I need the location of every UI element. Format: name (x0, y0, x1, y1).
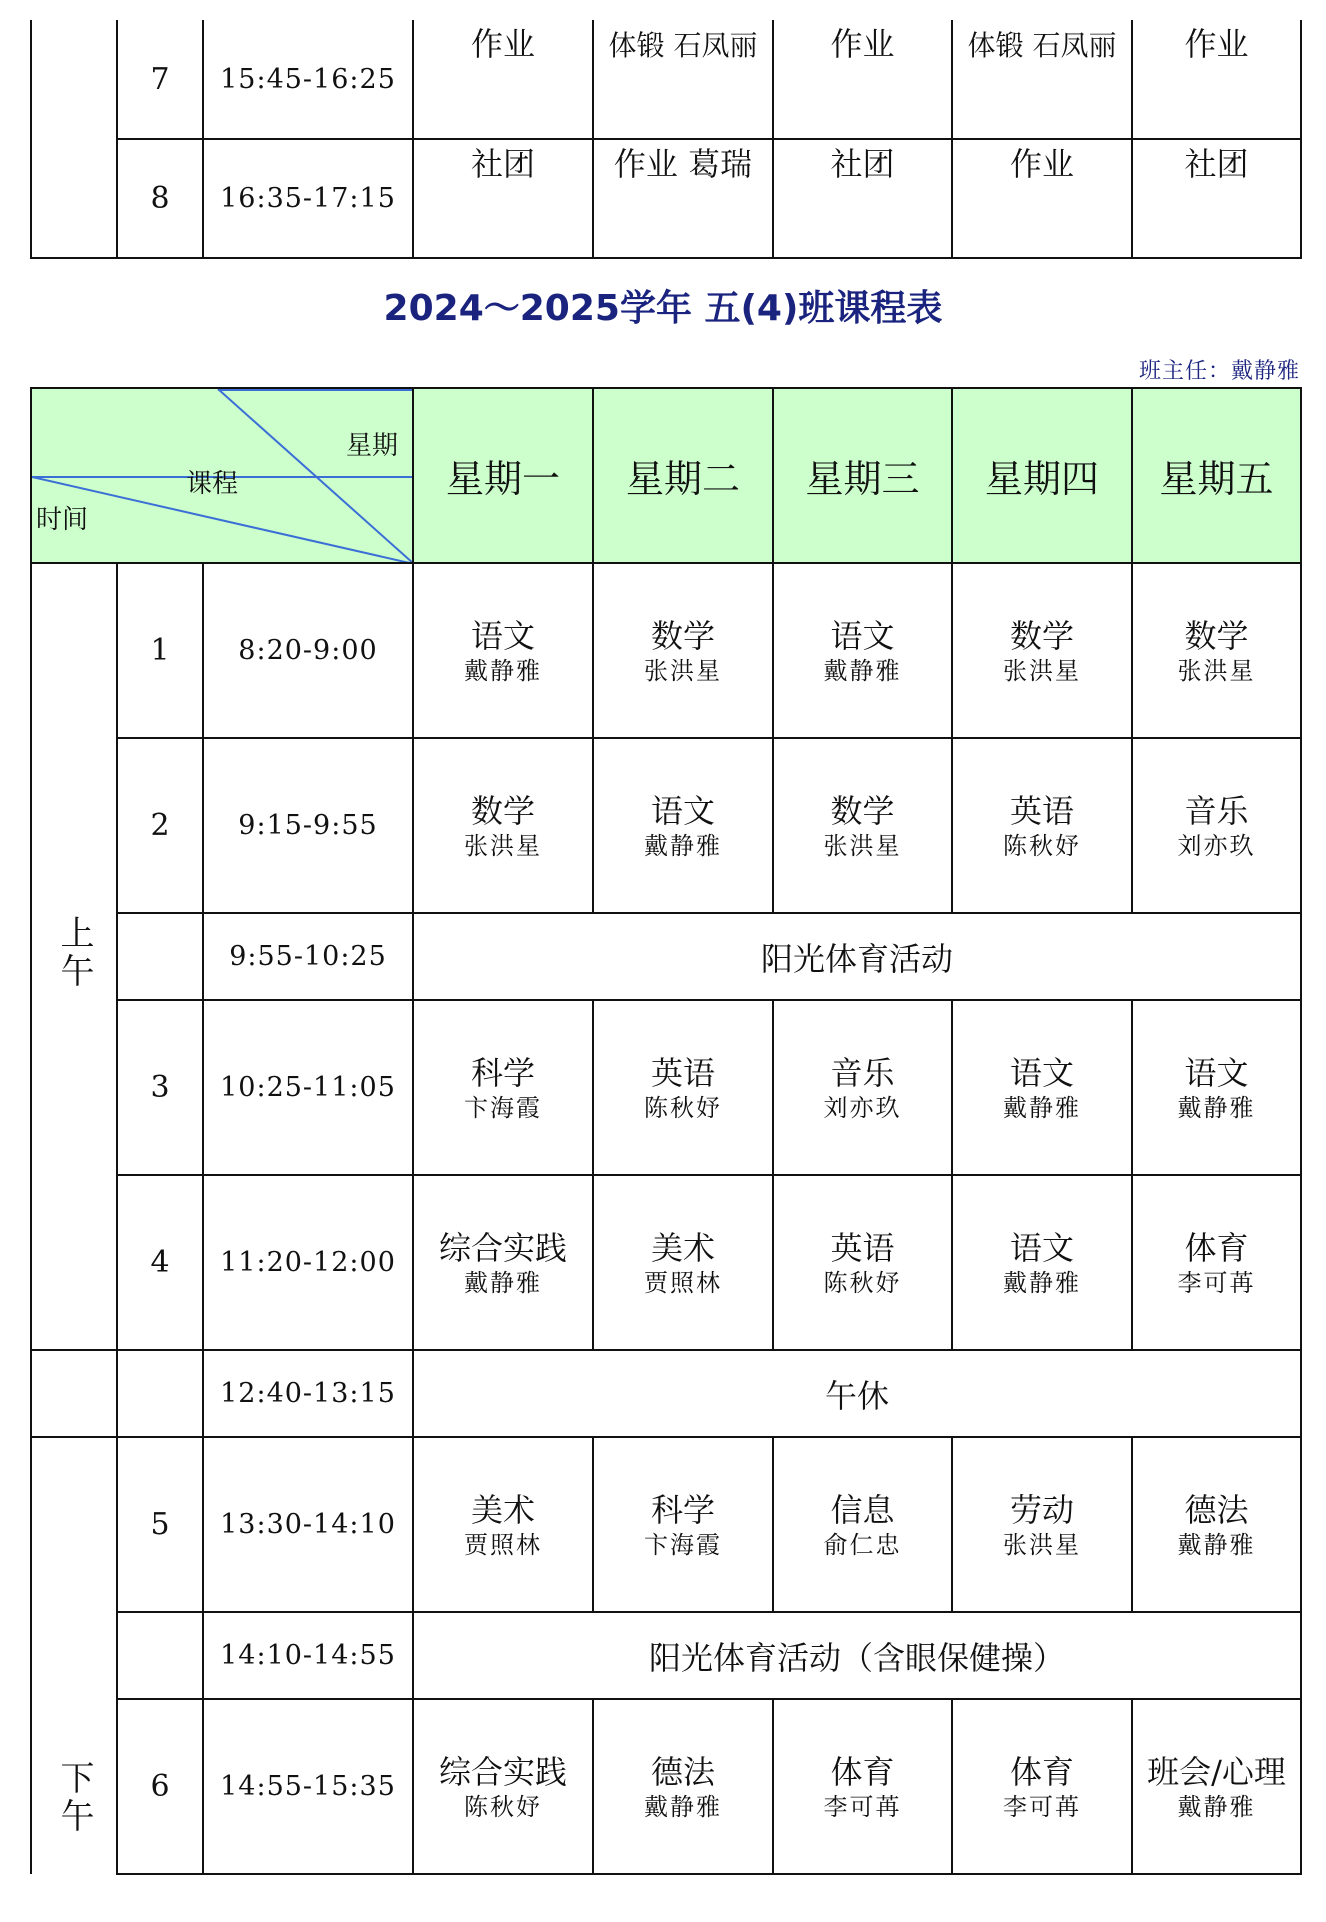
table-row (31, 1699, 1301, 1874)
table-row (31, 1175, 1301, 1350)
subject: 美术 (650, 1228, 715, 1267)
schedule-cell: 作业 (1132, 20, 1301, 139)
period-number (117, 1350, 203, 1437)
table-row (31, 913, 1301, 1000)
subject: 语文 (1184, 1053, 1249, 1092)
teacher: 戴静雅 (464, 656, 542, 685)
table-row (31, 20, 1301, 139)
morning-section (31, 563, 117, 1350)
period-number: 4 (117, 1175, 203, 1350)
schedule-cell (593, 1000, 773, 1175)
teacher: 卞海霞 (644, 1530, 722, 1559)
schedule-cell (952, 1175, 1132, 1350)
schedule-cell: 体锻 石凤丽 (593, 20, 773, 139)
period-time: 9:55-10:25 (203, 913, 413, 1000)
day-header: 星期三 (773, 388, 952, 563)
teacher: 张洪星 (823, 831, 902, 860)
schedule-cell (593, 1175, 773, 1350)
timetable (30, 387, 1302, 1875)
subject: 德法 (1184, 1490, 1249, 1529)
schedule-cell (773, 1699, 952, 1874)
header-row (31, 388, 1301, 563)
teacher: 陈秋妤 (823, 1268, 902, 1297)
teacher: 张洪星 (1003, 1530, 1081, 1559)
period-number (117, 913, 203, 1000)
schedule-cell (413, 563, 593, 738)
teacher: 刘亦玖 (1177, 831, 1256, 860)
section-cell-blank (31, 1350, 117, 1437)
period-time: 14:55-15:35 (203, 1699, 413, 1874)
teacher: 李可苒 (823, 1792, 902, 1821)
schedule-cell (773, 738, 952, 913)
teacher: 陈秋妤 (464, 1792, 542, 1821)
break-activity: 阳光体育活动 (413, 913, 1301, 1000)
teacher: 戴静雅 (464, 1268, 542, 1297)
teacher: 戴静雅 (644, 1792, 722, 1821)
period-number: 7 (117, 20, 203, 139)
schedule-cell (413, 738, 593, 913)
section-cell-blank (31, 20, 117, 258)
subject: 信息 (830, 1490, 895, 1529)
day-header: 星期四 (952, 388, 1132, 563)
subject: 劳动 (1009, 1490, 1074, 1529)
subject: 科学 (650, 1490, 715, 1529)
table-row (31, 1612, 1301, 1699)
schedule-cell (593, 1699, 773, 1874)
schedule-cell: 社团 (773, 139, 952, 258)
subject: 英语 (830, 1228, 895, 1267)
subject: 语文 (1009, 1053, 1074, 1092)
teacher: 俞仁忠 (823, 1530, 902, 1559)
subject: 英语 (650, 1053, 715, 1092)
break-activity: 阳光体育活动（含眼保健操） (413, 1612, 1301, 1699)
subject: 语文 (650, 791, 715, 830)
schedule-cell (952, 738, 1132, 913)
day-header: 星期一 (413, 388, 593, 563)
schedule-cell (593, 563, 773, 738)
period-number: 2 (117, 738, 203, 913)
schedule-cell (773, 1437, 952, 1612)
teacher: 戴静雅 (1177, 1530, 1256, 1559)
subject: 德法 (650, 1752, 715, 1791)
schedule-cell: 社团 (413, 139, 593, 258)
table-row (31, 738, 1301, 913)
subject: 科学 (470, 1053, 535, 1092)
subject: 数学 (1009, 616, 1074, 655)
period-time: 10:25-11:05 (203, 1000, 413, 1175)
schedule-cell: 作业 葛瑞 (593, 139, 773, 258)
teacher: 戴静雅 (1177, 1093, 1256, 1122)
schedule-cell: 社团 (1132, 139, 1301, 258)
teacher: 贾照林 (644, 1268, 722, 1297)
schedule-cell (413, 1175, 593, 1350)
subject: 语文 (1009, 1228, 1074, 1267)
subject: 音乐 (830, 1053, 895, 1092)
subject: 数学 (1184, 616, 1249, 655)
period-number: 6 (117, 1699, 203, 1874)
schedule-cell (413, 1699, 593, 1874)
teacher: 戴静雅 (823, 656, 902, 685)
period-number: 3 (117, 1000, 203, 1175)
teacher: 贾照林 (464, 1530, 542, 1559)
teacher: 李可苒 (1177, 1268, 1256, 1297)
table-row (31, 1000, 1301, 1175)
schedule-cell (413, 1000, 593, 1175)
period-time: 14:10-14:55 (203, 1612, 413, 1699)
schedule-cell (773, 563, 952, 738)
schedule-cell: 作业 (413, 20, 593, 139)
teacher: 刘亦玖 (823, 1093, 902, 1122)
morning-label: 上午 (54, 914, 94, 991)
schedule-cell (773, 1000, 952, 1175)
page-title: 2024～2025学年 五(4)班课程表 (383, 288, 943, 329)
period-number: 5 (117, 1437, 203, 1612)
day-header: 星期五 (1132, 388, 1301, 563)
schedule-cell (413, 1437, 593, 1612)
teacher: 张洪星 (1003, 656, 1081, 685)
schedule-cell (1132, 738, 1301, 913)
schedule-cell (1132, 1699, 1301, 1874)
teacher: 陈秋妤 (1003, 831, 1081, 860)
period-time: 11:20-12:00 (203, 1175, 413, 1350)
subject: 语文 (830, 616, 895, 655)
teacher: 戴静雅 (1177, 1792, 1256, 1821)
teacher: 戴静雅 (1003, 1268, 1081, 1297)
schedule-cell (1132, 1437, 1301, 1612)
subject: 数学 (830, 791, 895, 830)
table-row (31, 563, 1301, 738)
teacher: 戴静雅 (1003, 1093, 1081, 1122)
period-number: 8 (117, 139, 203, 258)
schedule-cell: 体锻 石凤丽 (952, 20, 1132, 139)
period-time: 15:45-16:25 (203, 20, 413, 139)
subject: 综合实践 (438, 1228, 567, 1267)
afternoon-label: 下午 (54, 1760, 94, 1836)
teacher: 陈秋妤 (644, 1093, 722, 1122)
subject: 美术 (470, 1490, 535, 1529)
table-row (31, 139, 1301, 258)
schedule-cell (593, 1437, 773, 1612)
continuation-table (30, 20, 1302, 259)
table-row (31, 1437, 1301, 1612)
homeroom-teacher: 班主任：戴静雅 (1138, 359, 1300, 384)
period-time: 16:35-17:15 (203, 139, 413, 258)
schedule-cell (952, 1000, 1132, 1175)
period-time: 8:20-9:00 (203, 563, 413, 738)
afternoon-section (31, 1437, 117, 1874)
schedule-cell (952, 563, 1132, 738)
teacher: 张洪星 (644, 656, 722, 685)
subject: 语文 (470, 616, 535, 655)
table-row (31, 1350, 1301, 1437)
weekday-label: 星期 (345, 431, 398, 461)
subject: 体育 (1009, 1752, 1074, 1791)
day-header: 星期二 (593, 388, 773, 563)
subject: 体育 (830, 1752, 895, 1791)
teacher: 李可苒 (1003, 1792, 1081, 1821)
break-activity: 午休 (413, 1350, 1301, 1437)
subject: 体育 (1184, 1228, 1249, 1267)
schedule-cell: 作业 (952, 139, 1132, 258)
schedule-cell (952, 1699, 1132, 1874)
subject: 音乐 (1184, 791, 1249, 830)
time-label: 时间 (36, 505, 89, 535)
period-time: 12:40-13:15 (203, 1350, 413, 1437)
teacher: 戴静雅 (644, 831, 722, 860)
subject: 综合实践 (438, 1752, 567, 1791)
subject: 班会/心理 (1147, 1752, 1286, 1791)
subject: 数学 (470, 791, 535, 830)
teacher: 张洪星 (1177, 656, 1256, 685)
subject: 英语 (1009, 791, 1074, 830)
schedule-cell (1132, 1000, 1301, 1175)
schedule-cell (1132, 563, 1301, 738)
course-label: 课程 (186, 469, 239, 499)
subject: 数学 (650, 616, 715, 655)
schedule-cell (1132, 1175, 1301, 1350)
period-number: 1 (117, 563, 203, 738)
schedule-cell: 作业 (773, 20, 952, 139)
corner-header-cell (31, 388, 413, 563)
schedule-cell (952, 1437, 1132, 1612)
period-time: 13:30-14:10 (203, 1437, 413, 1612)
schedule-cell (773, 1175, 952, 1350)
period-number (117, 1612, 203, 1699)
teacher: 卞海霞 (464, 1093, 542, 1122)
period-time: 9:15-9:55 (203, 738, 413, 913)
schedule-cell (593, 738, 773, 913)
teacher: 张洪星 (464, 831, 542, 860)
